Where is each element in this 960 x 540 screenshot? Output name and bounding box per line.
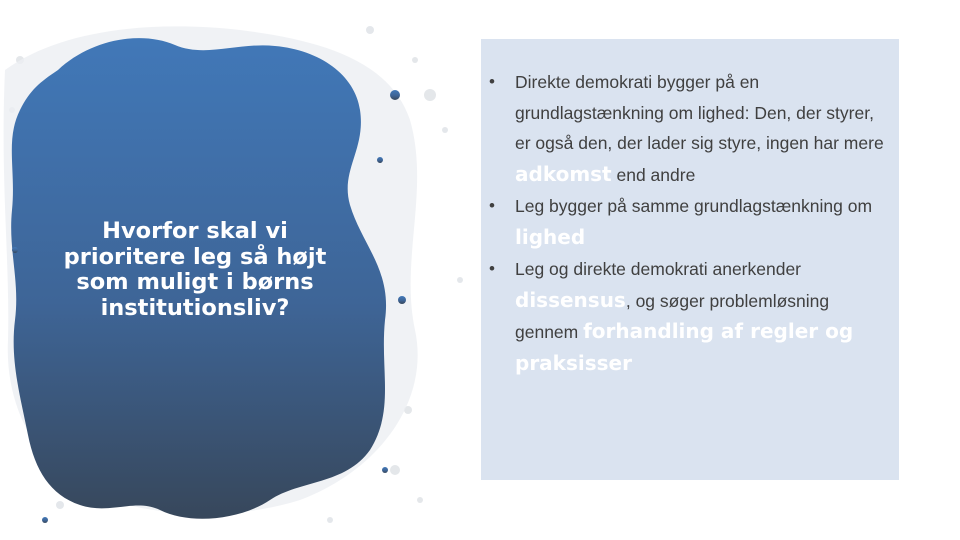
bullet-dot-icon: • [489,196,495,215]
bullet-item [481,67,899,190]
emphasized-term: dissensus [515,287,626,312]
bullet-text: , og søger problemløsning gennem [515,290,830,342]
slide-title: Hvorfor skal vi prioritere leg så højt som muligt i børns institutionsliv? [63,218,327,321]
bullet-list [481,67,899,380]
emphasized-term: lighed [515,224,586,249]
bullet-item [481,254,899,379]
emphasized-term: forhandling af regler og praksisser [515,319,854,375]
content-panel [481,39,899,480]
bullet-dot-icon: • [489,259,495,278]
bullet-dot-icon: • [489,72,495,91]
title-box [40,200,350,340]
bullet-text: end andre [611,164,696,185]
bullet-text: Leg og direkte demokrati anerkender [515,259,802,279]
emphasized-term: adkomst [515,161,612,186]
bullet-item [481,191,899,253]
bullet-text: Leg bygger på samme grundlagstænkning om [515,196,873,216]
bullet-text: Direkte demokrati bygger på en grundlagstænkning om lighed: Den, der styrer, er også den, der lader sig styre, ingen har mere [515,72,884,153]
